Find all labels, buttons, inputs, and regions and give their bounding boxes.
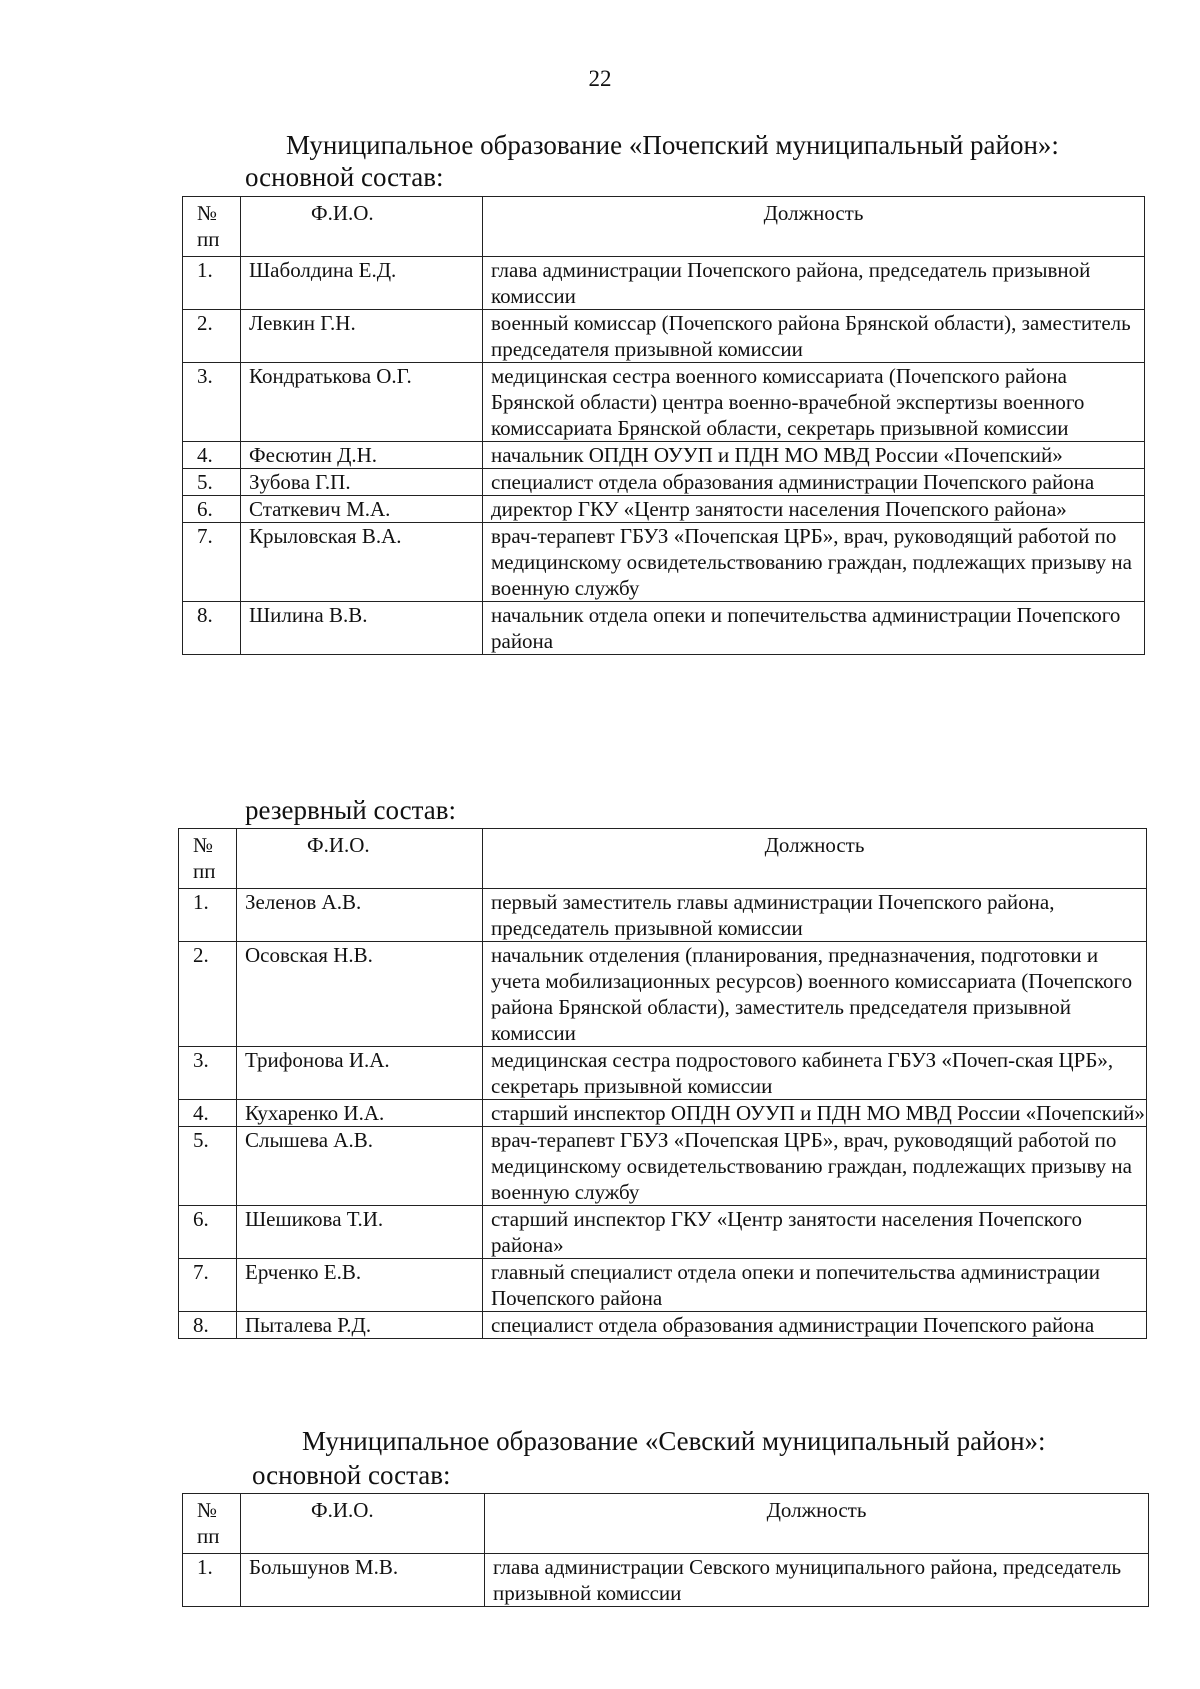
row-position: старший инспектор ОПДН ОУУП и ПДН МО МВД России «Почепский» [483,1100,1147,1127]
row-position: врач-терапевт ГБУЗ «Почепская ЦРБ», врач, руководящий работой по медицинскому освидетельствованию граждан, подлежащих призыву на военную службу [483,1127,1147,1206]
table-header-row [183,1494,1149,1554]
table-row [183,310,1145,363]
row-name: Левкин Г.Н. [241,310,483,363]
row-name: Трифонова И.А. [237,1047,483,1100]
row-num: 4. [179,1100,237,1127]
table-header-row [183,197,1145,257]
row-position: директор ГКУ «Центр занятости населения Почепского района» [483,496,1145,523]
table-row [183,1554,1149,1607]
row-num: 1. [179,889,237,942]
table-row [183,257,1145,310]
row-num: 2. [179,942,237,1047]
row-num: 1. [183,257,241,310]
table-header-row [179,829,1147,889]
column-header-num: № пп [183,197,241,257]
row-position: глава администрации Почепского района, председатель призывной комиссии [483,257,1145,310]
row-name: Большунов М.В. [241,1554,485,1607]
row-position: главный специалист отдела опеки и попечительства администрации Почепского района [483,1259,1147,1312]
row-name: Зубова Г.П. [241,469,483,496]
table-row [183,469,1145,496]
row-num: 5. [183,469,241,496]
section-title: Муниципальное образование «Почепский муниципальный район»: [286,130,1059,160]
row-position: начальник отдела опеки и попечительства администрации Почепского района [483,602,1145,655]
row-num: 2. [183,310,241,363]
column-header-num: № пп [183,1494,241,1554]
section-title: Муниципальное образование «Севский муниципальный район»: [302,1426,1046,1456]
row-name: Пыталева Р.Д. [237,1312,483,1339]
row-name: Шилина В.В. [241,602,483,655]
row-position: врач-терапевт ГБУЗ «Почепская ЦРБ», врач, руководящий работой по медицинскому освидетельствованию граждан, подлежащих призыву на военную службу [483,523,1145,602]
row-position: военный комиссар (Почепского района Брянской области), заместитель председателя призывной комиссии [483,310,1145,363]
row-position: медицинская сестра военного комиссариата (Почепского района Брянской области) центра военно-врачебной экспертизы военного комиссариата Брянской области, секретарь призывной комиссии [483,363,1145,442]
table-row [183,442,1145,469]
column-header-position: Должность [485,1494,1149,1554]
column-header-position: Должность [483,829,1147,889]
row-name: Фесютин Д.Н. [241,442,483,469]
row-name: Кухаренко И.А. [237,1100,483,1127]
column-header-position: Должность [483,197,1145,257]
table-row [179,942,1147,1047]
row-num: 3. [183,363,241,442]
column-header-name: Ф.И.О. [241,197,483,257]
table-row [183,602,1145,655]
table-row [179,1206,1147,1259]
table-row [183,496,1145,523]
row-name: Зеленов А.В. [237,889,483,942]
table-row [179,1047,1147,1100]
row-position: старший инспектор ГКУ «Центр занятости населения Почепского района» [483,1206,1147,1259]
table-row [179,1259,1147,1312]
table-row [179,889,1147,942]
row-name: Шешикова Т.И. [237,1206,483,1259]
group-subtitle: основной состав: [252,1460,451,1490]
row-position: начальник ОПДН ОУУП и ПДН МО МВД России «Почепский» [483,442,1145,469]
row-position: специалист отдела образования администрации Почепского района [483,1312,1147,1339]
row-name: Осовская Н.В. [237,942,483,1047]
table-row [183,523,1145,602]
main-composition-table [182,196,1145,655]
row-name: Крыловская В.А. [241,523,483,602]
row-num: 8. [179,1312,237,1339]
row-name: Ерченко Е.В. [237,1259,483,1312]
row-name: Шаболдина Е.Д. [241,257,483,310]
group-subtitle: резервный состав: [245,795,457,825]
row-position: глава администрации Севского муниципального района, председатель призывной комиссии [485,1554,1149,1607]
row-num: 8. [183,602,241,655]
row-num: 1. [183,1554,241,1607]
column-header-name: Ф.И.О. [241,1494,485,1554]
row-num: 7. [183,523,241,602]
group-subtitle: основной состав: [245,162,444,192]
row-num: 6. [179,1206,237,1259]
row-position: начальник отделения (планирования, предназначения, подготовки и учета мобилизационных ресурсов) военного комиссариата (Почепского района Брянской области), заместитель председателя призывной комиссии [483,942,1147,1047]
sevsk-main-composition-table [182,1493,1149,1607]
table-row [179,1127,1147,1206]
row-num: 4. [183,442,241,469]
table-row [179,1100,1147,1127]
row-name: Статкевич М.А. [241,496,483,523]
row-position: специалист отдела образования администрации Почепского района [483,469,1145,496]
row-num: 6. [183,496,241,523]
column-header-num: № пп [179,829,237,889]
row-position: медицинская сестра подростового кабинета ГБУЗ «Почеп-ская ЦРБ», секретарь призывной комиссии [483,1047,1147,1100]
row-num: 7. [179,1259,237,1312]
row-num: 5. [179,1127,237,1206]
row-num: 3. [179,1047,237,1100]
row-name: Кондратькова О.Г. [241,363,483,442]
column-header-name: Ф.И.О. [237,829,483,889]
table-row [183,363,1145,442]
table-row [179,1312,1147,1339]
row-name: Слышева А.В. [237,1127,483,1206]
page-number: 22 [588,66,612,91]
row-position: первый заместитель главы администрации Почепского района, председатель призывной комиссии [483,889,1147,942]
reserve-composition-table [178,828,1147,1339]
